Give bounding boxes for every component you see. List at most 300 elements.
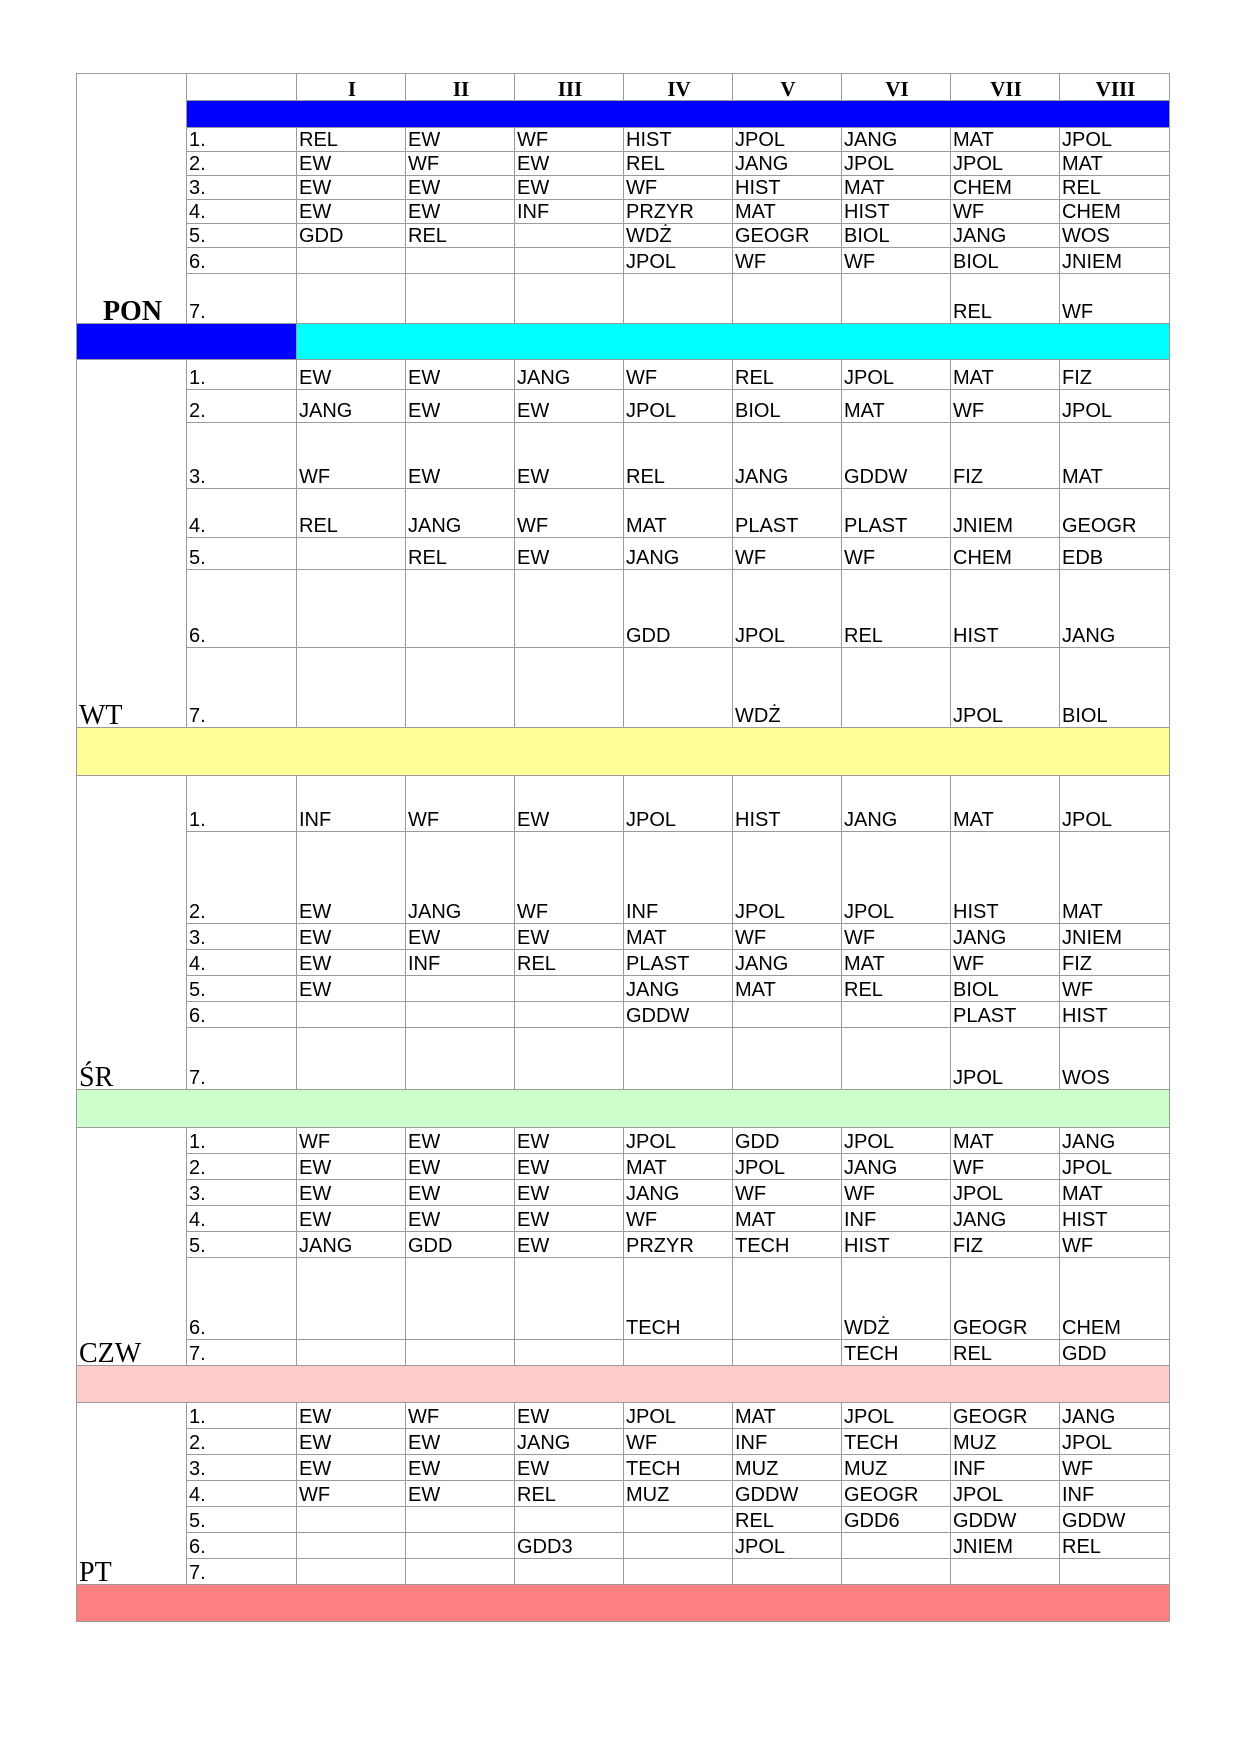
subject-cell: GDD3 — [515, 1533, 624, 1559]
subject-cell: REL — [515, 1481, 624, 1507]
subject-cell: EW — [515, 1455, 624, 1481]
subject-cell: JPOL — [842, 1403, 951, 1429]
day-label-wt: WT — [77, 360, 187, 728]
subject-cell: CHEM — [1060, 1258, 1170, 1340]
subject-cell: WF — [951, 200, 1060, 224]
subject-cell: WF — [297, 1128, 406, 1154]
lesson-number: 3. — [187, 423, 297, 489]
subject-cell: JPOL — [733, 1533, 842, 1559]
subject-cell: TECH — [842, 1429, 951, 1455]
subject-cell: JPOL — [842, 1128, 951, 1154]
subject-cell: JANG — [297, 390, 406, 423]
subject-cell: MUZ — [842, 1455, 951, 1481]
subject-cell: MAT — [624, 924, 733, 950]
lesson-row — [77, 1180, 1170, 1206]
subject-cell: EW — [297, 1403, 406, 1429]
subject-cell: MAT — [1060, 152, 1170, 176]
lesson-row — [77, 776, 1170, 832]
subject-cell: JPOL — [624, 1403, 733, 1429]
lesson-number: 1. — [187, 1128, 297, 1154]
subject-cell — [406, 274, 515, 324]
subject-cell: REL — [406, 538, 515, 570]
timetable — [76, 73, 1170, 1622]
subject-cell: REL — [842, 976, 951, 1002]
subject-cell — [733, 274, 842, 324]
subject-cell: EW — [297, 1455, 406, 1481]
subject-cell: JPOL — [1060, 390, 1170, 423]
subject-cell: JANG — [624, 1180, 733, 1206]
subject-cell: WF — [624, 360, 733, 390]
subject-cell: JANG — [406, 489, 515, 538]
subject-cell: REL — [951, 274, 1060, 324]
subject-cell: JPOL — [733, 570, 842, 648]
subject-cell: PRZYR — [624, 200, 733, 224]
subject-cell: BIOL — [733, 390, 842, 423]
subject-cell: GDD — [406, 1232, 515, 1258]
class-header: IV — [624, 74, 733, 101]
subject-cell: TECH — [624, 1455, 733, 1481]
subject-cell: EW — [515, 538, 624, 570]
subject-cell — [297, 1559, 406, 1585]
subject-cell — [406, 1507, 515, 1533]
subject-cell — [297, 248, 406, 274]
lesson-number: 5. — [187, 976, 297, 1002]
subject-cell: WF — [951, 390, 1060, 423]
subject-cell: GEOGR — [951, 1258, 1060, 1340]
class-header-row — [77, 74, 1170, 101]
lesson-number: 2. — [187, 832, 297, 924]
lesson-number: 6. — [187, 570, 297, 648]
subject-cell: CHEM — [1060, 200, 1170, 224]
lesson-number: 1. — [187, 776, 297, 832]
subject-cell: INF — [1060, 1481, 1170, 1507]
subject-cell: EW — [406, 1455, 515, 1481]
subject-cell: MAT — [842, 390, 951, 423]
subject-cell: EW — [515, 176, 624, 200]
subject-cell: JPOL — [1060, 1154, 1170, 1180]
subject-cell: GDD — [297, 224, 406, 248]
subject-cell: EW — [297, 200, 406, 224]
subject-cell: WF — [406, 1403, 515, 1429]
subject-cell: MUZ — [951, 1429, 1060, 1455]
subject-cell: HIST — [733, 776, 842, 832]
subject-cell: EW — [515, 1128, 624, 1154]
subject-cell: HIST — [842, 1232, 951, 1258]
subject-cell: GDDW — [842, 423, 951, 489]
day-label-sr: ŚR — [77, 776, 187, 1090]
subject-cell: INF — [951, 1455, 1060, 1481]
subject-cell: BIOL — [842, 224, 951, 248]
lesson-row — [77, 1455, 1170, 1481]
subject-cell: WF — [733, 248, 842, 274]
subject-cell: HIST — [1060, 1002, 1170, 1028]
lesson-row — [77, 248, 1170, 274]
subject-cell: EW — [515, 1403, 624, 1429]
lesson-row — [77, 1340, 1170, 1366]
subject-cell: HIST — [842, 200, 951, 224]
subject-cell: JNIEM — [1060, 248, 1170, 274]
subject-cell: JANG — [733, 152, 842, 176]
subject-cell: WF — [297, 423, 406, 489]
subject-cell: JPOL — [951, 152, 1060, 176]
subject-cell: GEOGR — [951, 1403, 1060, 1429]
subject-cell — [733, 1028, 842, 1090]
lesson-row — [77, 360, 1170, 390]
subject-cell: MAT — [733, 976, 842, 1002]
lesson-number: 7. — [187, 1028, 297, 1090]
subject-cell: JANG — [515, 360, 624, 390]
subject-cell: JPOL — [951, 648, 1060, 728]
subject-cell: WF — [297, 1481, 406, 1507]
lesson-row — [77, 423, 1170, 489]
subject-cell: MAT — [733, 200, 842, 224]
color-bar-green — [77, 1090, 1170, 1128]
subject-cell: REL — [624, 152, 733, 176]
lesson-row — [77, 570, 1170, 648]
subject-cell: GEOGR — [733, 224, 842, 248]
subject-cell: JANG — [951, 1206, 1060, 1232]
subject-cell: TECH — [624, 1258, 733, 1340]
lesson-row — [77, 1258, 1170, 1340]
class-header: III — [515, 74, 624, 101]
subject-cell: EW — [406, 390, 515, 423]
subject-cell: EW — [406, 1128, 515, 1154]
subject-cell: EW — [515, 776, 624, 832]
lesson-row — [77, 538, 1170, 570]
subject-cell: PLAST — [624, 950, 733, 976]
subject-cell — [624, 274, 733, 324]
subject-cell: PLAST — [733, 489, 842, 538]
subject-cell: MAT — [1060, 423, 1170, 489]
subject-cell: JANG — [624, 538, 733, 570]
subject-cell: JPOL — [624, 776, 733, 832]
subject-cell — [515, 1258, 624, 1340]
subject-cell: JPOL — [951, 1481, 1060, 1507]
lesson-number: 4. — [187, 1206, 297, 1232]
subject-cell: EW — [406, 176, 515, 200]
lesson-row — [77, 1128, 1170, 1154]
subject-cell: JNIEM — [1060, 924, 1170, 950]
lesson-number: 4. — [187, 200, 297, 224]
subject-cell — [297, 274, 406, 324]
subject-cell: JANG — [842, 128, 951, 152]
subject-cell: WF — [951, 1154, 1060, 1180]
subject-cell — [297, 570, 406, 648]
lesson-number: 7. — [187, 648, 297, 728]
subject-cell: JPOL — [624, 1128, 733, 1154]
subject-cell: WF — [406, 776, 515, 832]
subject-cell: EW — [297, 1206, 406, 1232]
subject-cell: HIST — [733, 176, 842, 200]
class-header: I — [297, 74, 406, 101]
lesson-number: 4. — [187, 489, 297, 538]
subject-cell: EW — [406, 1180, 515, 1206]
subject-cell — [406, 1258, 515, 1340]
subject-cell: WF — [1060, 1455, 1170, 1481]
subject-cell: JANG — [733, 423, 842, 489]
subject-cell: WF — [1060, 1232, 1170, 1258]
subject-cell: GDD — [1060, 1340, 1170, 1366]
subject-cell: GDDW — [733, 1481, 842, 1507]
subject-cell: JANG — [1060, 570, 1170, 648]
lesson-number: 6. — [187, 248, 297, 274]
lesson-row — [77, 224, 1170, 248]
subject-cell: JANG — [842, 776, 951, 832]
subject-cell — [1060, 1559, 1170, 1585]
subject-cell: CHEM — [951, 176, 1060, 200]
color-bar-cyan — [297, 324, 1170, 360]
subject-cell: JANG — [297, 1232, 406, 1258]
subject-cell: JPOL — [624, 390, 733, 423]
subject-cell — [515, 976, 624, 1002]
subject-cell: EW — [515, 1206, 624, 1232]
subject-cell: EDB — [1060, 538, 1170, 570]
subject-cell: WF — [624, 1206, 733, 1232]
subject-cell: EW — [297, 1429, 406, 1455]
subject-cell: WF — [842, 1180, 951, 1206]
subject-cell: REL — [951, 1340, 1060, 1366]
separator-row — [77, 101, 1170, 128]
lesson-row — [77, 176, 1170, 200]
subject-cell: EW — [406, 1154, 515, 1180]
subject-cell — [515, 1028, 624, 1090]
subject-cell: EW — [406, 360, 515, 390]
lesson-number-header — [187, 74, 297, 101]
subject-cell — [733, 1340, 842, 1366]
subject-cell: EW — [515, 1180, 624, 1206]
subject-cell: JANG — [733, 950, 842, 976]
lesson-row — [77, 1028, 1170, 1090]
subject-cell: MAT — [951, 776, 1060, 832]
lesson-number: 2. — [187, 1154, 297, 1180]
subject-cell: EW — [297, 950, 406, 976]
lesson-number: 3. — [187, 176, 297, 200]
subject-cell: WOS — [1060, 224, 1170, 248]
subject-cell: WDŻ — [842, 1258, 951, 1340]
subject-cell — [406, 648, 515, 728]
lesson-row — [77, 950, 1170, 976]
subject-cell — [515, 1002, 624, 1028]
subject-cell — [624, 1028, 733, 1090]
subject-cell: EW — [297, 832, 406, 924]
subject-cell: GDD — [624, 570, 733, 648]
subject-cell: WF — [842, 924, 951, 950]
lesson-number: 7. — [187, 1559, 297, 1585]
subject-cell: BIOL — [951, 976, 1060, 1002]
lesson-number: 5. — [187, 1507, 297, 1533]
subject-cell — [406, 1002, 515, 1028]
subject-cell: MAT — [951, 1128, 1060, 1154]
subject-cell — [297, 1002, 406, 1028]
lesson-row — [77, 1429, 1170, 1455]
subject-cell: GDDW — [1060, 1507, 1170, 1533]
subject-cell — [515, 1559, 624, 1585]
subject-cell: JPOL — [951, 1028, 1060, 1090]
subject-cell — [842, 1028, 951, 1090]
class-header: II — [406, 74, 515, 101]
subject-cell: MAT — [1060, 832, 1170, 924]
subject-cell: REL — [1060, 176, 1170, 200]
subject-cell: WF — [1060, 274, 1170, 324]
subject-cell: BIOL — [1060, 648, 1170, 728]
subject-cell: JANG — [951, 924, 1060, 950]
subject-cell: EW — [406, 924, 515, 950]
subject-cell: EW — [406, 423, 515, 489]
subject-cell — [297, 538, 406, 570]
lesson-row — [77, 1002, 1170, 1028]
subject-cell: JPOL — [1060, 776, 1170, 832]
subject-cell: JPOL — [951, 1180, 1060, 1206]
lesson-row — [77, 128, 1170, 152]
subject-cell: EW — [515, 924, 624, 950]
subject-cell — [733, 1559, 842, 1585]
subject-cell: JNIEM — [951, 489, 1060, 538]
subject-cell: GEOGR — [842, 1481, 951, 1507]
subject-cell: MAT — [733, 1206, 842, 1232]
subject-cell — [624, 1533, 733, 1559]
subject-cell — [297, 648, 406, 728]
subject-cell: WF — [515, 128, 624, 152]
subject-cell: REL — [297, 128, 406, 152]
color-bar-red — [77, 1585, 1170, 1622]
subject-cell: MAT — [842, 176, 951, 200]
color-bar-pink — [77, 1366, 1170, 1403]
lesson-row — [77, 1481, 1170, 1507]
lesson-row — [77, 1206, 1170, 1232]
lesson-number: 4. — [187, 950, 297, 976]
subject-cell: JPOL — [842, 832, 951, 924]
subject-cell — [515, 1340, 624, 1366]
separator-row — [77, 1585, 1170, 1622]
subject-cell — [733, 1002, 842, 1028]
lesson-row — [77, 1559, 1170, 1585]
subject-cell: JANG — [842, 1154, 951, 1180]
subject-cell — [297, 1258, 406, 1340]
lesson-row — [77, 1403, 1170, 1429]
color-bar-blue — [187, 101, 1170, 128]
subject-cell: REL — [733, 360, 842, 390]
lesson-number: 2. — [187, 152, 297, 176]
subject-cell: FIZ — [951, 1232, 1060, 1258]
class-header: VIII — [1060, 74, 1170, 101]
subject-cell: JANG — [1060, 1128, 1170, 1154]
lesson-number: 3. — [187, 1180, 297, 1206]
subject-cell: BIOL — [951, 248, 1060, 274]
subject-cell: JPOL — [733, 1154, 842, 1180]
subject-cell: CHEM — [951, 538, 1060, 570]
subject-cell — [297, 1340, 406, 1366]
separator-row — [77, 1090, 1170, 1128]
subject-cell: JANG — [515, 1429, 624, 1455]
subject-cell: MAT — [951, 128, 1060, 152]
subject-cell: REL — [406, 224, 515, 248]
subject-cell: EW — [406, 1429, 515, 1455]
subject-cell: REL — [515, 950, 624, 976]
lesson-row — [77, 976, 1170, 1002]
subject-cell: MAT — [624, 1154, 733, 1180]
subject-cell: EW — [515, 1154, 624, 1180]
subject-cell — [842, 1533, 951, 1559]
lesson-row — [77, 1232, 1170, 1258]
subject-cell — [406, 1028, 515, 1090]
lesson-number: 5. — [187, 538, 297, 570]
subject-cell: JPOL — [624, 248, 733, 274]
lesson-row — [77, 1533, 1170, 1559]
lesson-row — [77, 200, 1170, 224]
subject-cell: EW — [515, 152, 624, 176]
subject-cell: INF — [733, 1429, 842, 1455]
subject-cell — [842, 1002, 951, 1028]
subject-cell: MAT — [624, 489, 733, 538]
subject-cell — [515, 570, 624, 648]
subject-cell: FIZ — [1060, 950, 1170, 976]
subject-cell: GDD — [733, 1128, 842, 1154]
lesson-number: 1. — [187, 360, 297, 390]
subject-cell: REL — [1060, 1533, 1170, 1559]
subject-cell: EW — [406, 200, 515, 224]
day-label-pt: PT — [77, 1403, 187, 1585]
subject-cell — [406, 570, 515, 648]
subject-cell: EW — [297, 976, 406, 1002]
subject-cell: WOS — [1060, 1028, 1170, 1090]
subject-cell: JANG — [406, 832, 515, 924]
subject-cell — [515, 648, 624, 728]
subject-cell: EW — [297, 360, 406, 390]
subject-cell: EW — [515, 390, 624, 423]
subject-cell: EW — [297, 152, 406, 176]
separator-row — [77, 324, 1170, 360]
subject-cell — [842, 648, 951, 728]
subject-cell — [624, 648, 733, 728]
subject-cell: WF — [1060, 976, 1170, 1002]
lesson-number: 2. — [187, 390, 297, 423]
lesson-number: 7. — [187, 274, 297, 324]
subject-cell: REL — [733, 1507, 842, 1533]
subject-cell: PLAST — [951, 1002, 1060, 1028]
subject-cell: MUZ — [624, 1481, 733, 1507]
separator-row — [77, 728, 1170, 776]
subject-cell — [842, 274, 951, 324]
subject-cell — [515, 1507, 624, 1533]
class-header: V — [733, 74, 842, 101]
lesson-row — [77, 1507, 1170, 1533]
subject-cell: JANG — [624, 976, 733, 1002]
subject-cell — [297, 1028, 406, 1090]
day-label-pon: PON — [77, 74, 187, 324]
subject-cell: INF — [624, 832, 733, 924]
subject-cell — [842, 1559, 951, 1585]
subject-cell: EW — [406, 128, 515, 152]
subject-cell: EW — [297, 176, 406, 200]
subject-cell: JPOL — [842, 152, 951, 176]
lesson-row — [77, 1154, 1170, 1180]
subject-cell: PRZYR — [624, 1232, 733, 1258]
lesson-number: 7. — [187, 1340, 297, 1366]
subject-cell: INF — [297, 776, 406, 832]
color-bar-blue — [77, 324, 297, 360]
subject-cell: EW — [297, 1154, 406, 1180]
lesson-row — [77, 924, 1170, 950]
separator-row — [77, 1366, 1170, 1403]
subject-cell: MAT — [1060, 1180, 1170, 1206]
class-header: VII — [951, 74, 1060, 101]
subject-cell: EW — [515, 423, 624, 489]
subject-cell — [406, 1533, 515, 1559]
subject-cell: JPOL — [842, 360, 951, 390]
subject-cell — [515, 248, 624, 274]
subject-cell: WDŻ — [733, 648, 842, 728]
lesson-row — [77, 832, 1170, 924]
